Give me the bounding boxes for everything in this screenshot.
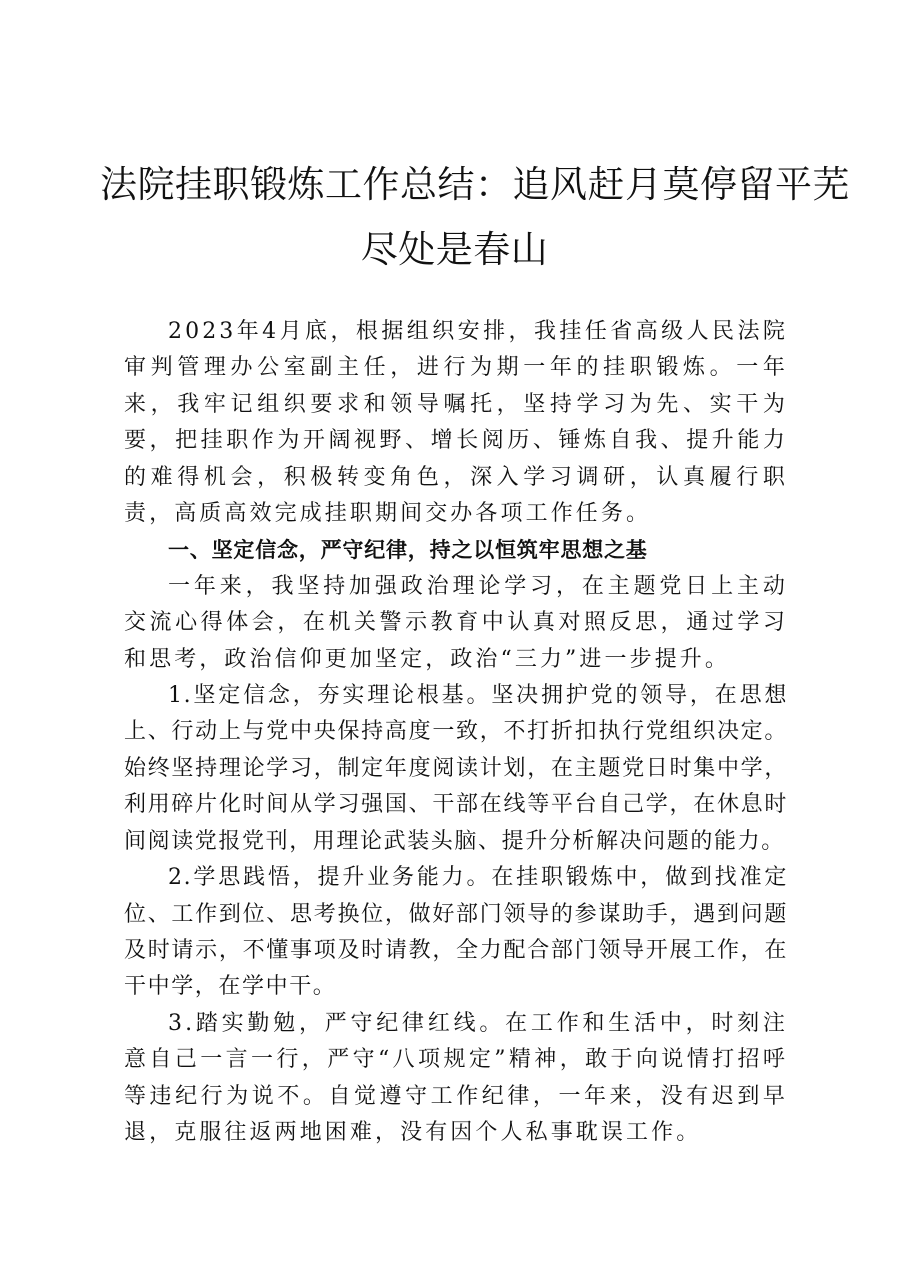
item-1-paragraph: 1.坚定信念，夯实理论根基。坚决拥护党的领导，在思想上、行动上与党中央保持高度一致，不打折扣执行党组织决定。始终坚持理论学习，制定年度阅读计划，在主题党日时集中学，利用碎片化时间从学习强国、干部在线等平台自己学，在休息时间阅读党报党刊，用理论武装头脑、提升分析解决问题的能力。 (124, 683, 788, 854)
section-heading: 一、坚定信念，严守纪律，持之以恒筑牢思想之基 (168, 538, 648, 563)
document-title-line-1: 法院挂职锻炼工作总结：追风赶月莫停留平芜 (100, 163, 850, 206)
document-body (124, 314, 788, 1151)
document-title-line-2: 尽处是春山 (360, 228, 549, 271)
intro-paragraph: 2023年4月底，根据组织安排，我挂任省高级人民法院审判管理办公室副主任，进行为期一年的挂职锻炼。一年来，我牢记组织要求和领导嘱托，坚持学习为先、实干为要，把挂职作为开阔视野、增长阅历、锤炼自我、提升能力的难得机会，积极转变角色，深入学习调研，认真履行职责，高质高效完成挂职期间交办各项工作任务。 (124, 319, 788, 527)
item-2-paragraph: 2.学思践悟，提升业务能力。在挂职锻炼中，做到找准定位、工作到位、思考换位，做好部门领导的参谋助手，遇到问题及时请示，不懂事项及时请教，全力配合部门领导开展工作，在干中学，在学中干。 (124, 865, 788, 1000)
item-3-paragraph: 3.踏实勤勉，严守纪律红线。在工作和生活中，时刻注意自己一言一行，严守“八项规定”精神，敢于向说情打招呼等违纪行为说不。自觉遵守工作纪律，一年来，没有迟到早退，克服往返两地困难，没有因个人私事耽误工作。 (124, 1010, 788, 1145)
section-intro-paragraph: 一年来，我坚持加强政治理论学习，在主题党日上主动交流心得体会，在机关警示教育中认真对照反思，通过学习和思考，政治信仰更加坚定，政治“三力”进一步提升。 (124, 573, 788, 672)
